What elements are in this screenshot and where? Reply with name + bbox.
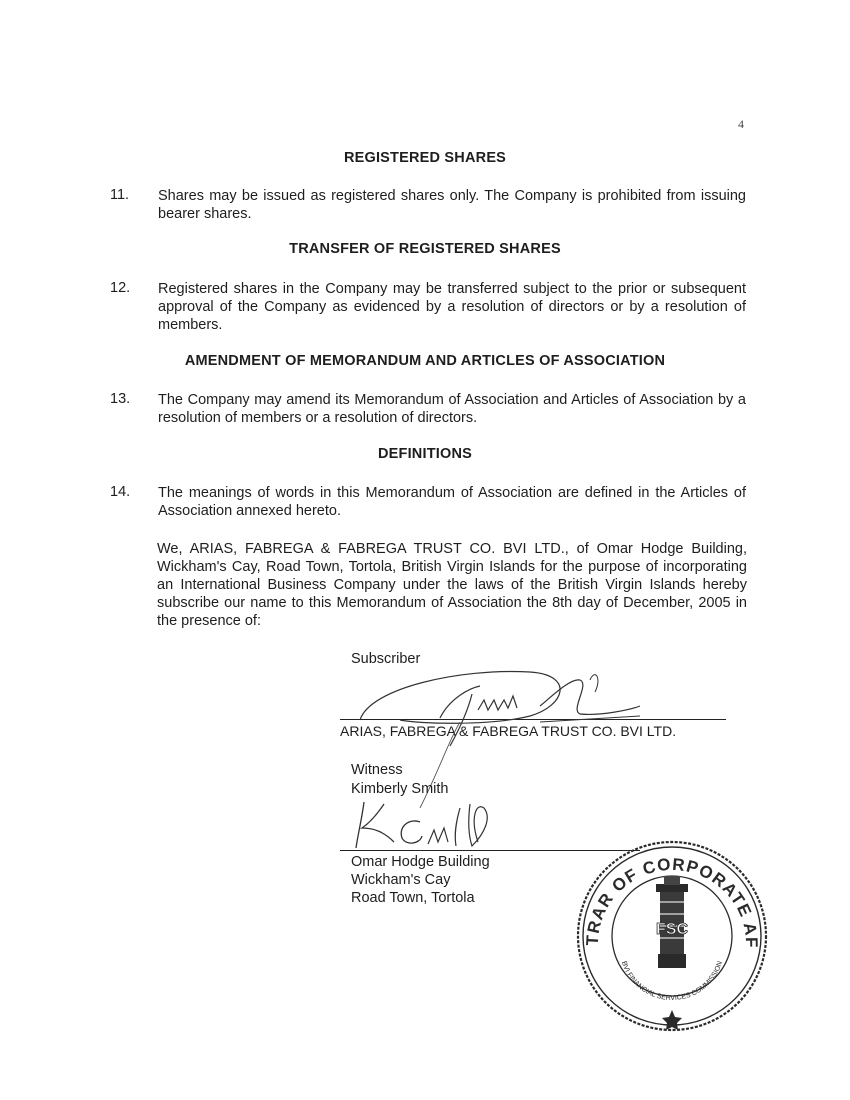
witness-signature [350,798,520,853]
registrar-seal [564,821,772,1032]
clause-11-text: Shares may be issued as registered shares only. The Company is prohibited from issuing bearer shares. [158,188,746,222]
subscriber-signature [340,658,660,748]
heading-definitions: DEFINITIONS [377,446,473,462]
address-line-3: Road Town, Tortola [351,890,475,906]
heading-transfer-of-registered-shares: TRANSFER OF REGISTERED SHARES [289,241,561,257]
seal-inner-text: BVI FINANCIAL SERVICES COMMISSION [619,960,725,1003]
page-number: 4 [738,117,744,131]
subscriber-label: Subscriber [351,651,421,667]
clause-14-text: The meanings of words in this Memorandum of Association are defined in the Articles of Association annexed hereto. [158,485,746,519]
clause-number-14: 14. [110,484,131,500]
heading-amendment-of-memorandum: AMENDMENT OF MEMORANDUM AND ARTICLES OF ASSOCIATION [184,353,666,369]
address-line-2: Wickham's Cay [351,872,451,888]
clause-number-12: 12. [110,280,131,296]
witness-name: Kimberly Smith [351,781,449,797]
subscription-paragraph: We, ARIAS, FABREGA & FABREGA TRUST CO. BVI LTD., of Omar Hodge Building, Wickham's Cay, Road Town, Tortola, British Virgin Islands for the purpose of incorporating an International Business Company under the laws of the British Virgin Islands hereby subscribe our name to this Memorandum of Association the 8th day of December, 2005 in the presence of: [157,541,747,629]
clause-12-text: Registered shares in the Company may be transferred subject to the prior or subsequent approval of the Company as evidenced by a resolution of directors or by a resolution of members. [158,281,746,333]
clause-13-text: The Company may amend its Memorandum of Association and Articles of Association by a resolution of members or a resolution of directors. [158,392,746,426]
seal-star-icon [662,1010,682,1030]
address-line-1: Omar Hodge Building [351,854,490,870]
clause-number-11: 11. [110,187,130,203]
subscriber-name: ARIAS, FABREGA & FABREGA TRUST CO. BVI LTD. [340,723,677,739]
seal-center-text: FSC [656,921,688,938]
seal-top-text: REGISTRAR OF CORPORATE AFFAIRS [564,821,762,949]
clause-number-13: 13. [110,391,131,407]
heading-registered-shares: REGISTERED SHARES [343,150,507,166]
witness-label: Witness [351,762,403,778]
